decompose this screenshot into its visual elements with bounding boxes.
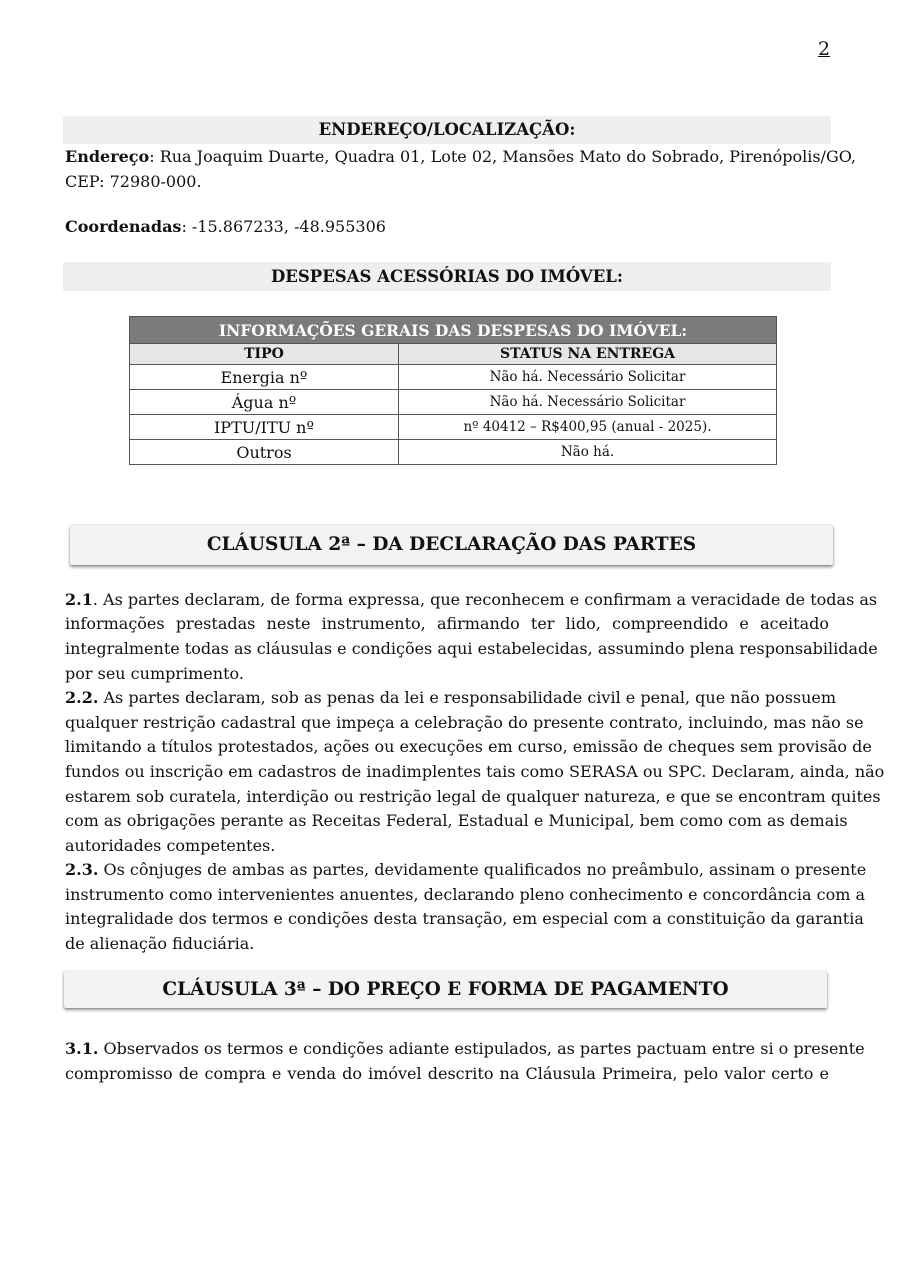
page-number: 2 [817, 38, 831, 60]
clause-2-1-line-1 [65, 590, 878, 609]
clause-2-1-line-2: informações prestadas neste instrumento, afirmando ter lido, compreendido e aceitado [65, 614, 829, 633]
expense-status-iptu: nº 40412 – R$400,95 (anual - 2025). [399, 415, 777, 440]
expense-status-energy: Não há. Necessário Solicitar [399, 365, 777, 390]
clause-3-1-text: Observados os termos e condições adiante estipulados, as partes pactuam entre si o presente [98, 1039, 865, 1058]
clause-2-3-line-4: de alienação fiduciária. [65, 934, 255, 953]
expense-status-other: Não há. [399, 440, 777, 465]
clause-2-3-label: 2.3. [65, 860, 99, 879]
expense-type-iptu: IPTU/ITU nº [130, 415, 399, 440]
expenses-table [129, 316, 777, 465]
clause-2-1-text: . As partes declaram, de forma expressa, que reconhecem e confirmam a veracidade de todas as [92, 590, 878, 609]
clause-2-1-line-3: integralmente todas as cláusulas e condições aqui estabelecidas, assumindo plena responsabilidade [65, 639, 878, 658]
clause-3-title: CLÁUSULA 3ª – DO PREÇO E FORMA DE PAGAMENTO [64, 971, 827, 1008]
clause-2-2-label: 2.2. [65, 688, 99, 707]
address-label: Endereço [65, 147, 150, 166]
expenses-table-header-row [130, 344, 777, 365]
location-heading: ENDEREÇO/LOCALIZAÇÃO: [63, 116, 831, 144]
clause-2-title: CLÁUSULA 2ª – DA DECLARAÇÃO DAS PARTES [70, 525, 833, 565]
clause-2-3-line-2: instrumento como intervenientes anuentes, declarando pleno conhecimento e concordância com a [65, 885, 866, 904]
clause-2-1-line-4: por seu cumprimento. [65, 664, 244, 683]
clause-2-2-line-1 [65, 688, 837, 707]
clause-2-2-line-5: estarem sob curatela, interdição ou restrição legal de qualquer natureza, e que se encontram quites [65, 787, 881, 806]
expenses-table-title-row [130, 317, 777, 344]
clause-2-1-label: 2.1 [65, 590, 93, 609]
clause-3-1-line-1 [65, 1039, 865, 1058]
table-row [130, 415, 777, 440]
clause-2-2-line-6: com as obrigações perante as Receitas Federal, Estadual e Municipal, bem como com as demais [65, 811, 848, 830]
expense-status-water: Não há. Necessário Solicitar [399, 390, 777, 415]
expense-type-water: Água nº [130, 390, 399, 415]
table-row [130, 440, 777, 465]
expense-type-other: Outros [130, 440, 399, 465]
clause-3-1-line-2: compromisso de compra e venda do imóvel descrito na Cláusula Primeira, pelo valor certo e [65, 1064, 829, 1083]
address-value: : Rua Joaquim Duarte, Quadra 01, Lote 02, Mansões Mato do Sobrado, Pirenópolis/GO, [149, 147, 856, 166]
expense-type-energy: Energia nº [130, 365, 399, 390]
column-header-type: TIPO [130, 344, 399, 365]
coordinates-line [65, 217, 829, 236]
clause-2-2-text: As partes declaram, sob as penas da lei e responsabilidade civil e penal, que não possuem [98, 688, 837, 707]
table-row [130, 390, 777, 415]
clause-2-2-line-2: qualquer restrição cadastral que impeça a celebração do presente contrato, incluindo, mas não se [65, 713, 864, 732]
coordinates-label: Coordenadas [65, 217, 182, 236]
coordinates-value: : -15.867233, -48.955306 [181, 217, 386, 236]
clause-2-2-line-3: limitando a títulos protestados, ações ou execuções em curso, emissão de cheques sem provisão de [65, 737, 872, 756]
expenses-table-title: INFORMAÇÕES GERAIS DAS DESPESAS DO IMÓVEL: [130, 317, 777, 344]
clause-2-3-text: Os cônjuges de ambas as partes, devidamente qualificados no preâmbulo, assinam o presente [98, 860, 867, 879]
table-row [130, 365, 777, 390]
clause-2-3-line-3: integralidade dos termos e condições desta transação, em especial com a constituição da garantia [65, 909, 864, 928]
address-cep: CEP: 72980-000. [65, 172, 202, 191]
clause-2-2-line-4: fundos ou inscrição em cadastros de inadimplentes tais como SERASA ou SPC. Declaram, ainda, não [65, 762, 885, 781]
column-header-status: STATUS NA ENTREGA [399, 344, 777, 365]
expenses-heading: DESPESAS ACESSÓRIAS DO IMÓVEL: [63, 262, 831, 291]
clause-3-1-label: 3.1. [65, 1039, 99, 1058]
address-line [65, 147, 856, 166]
clause-2-2-line-7: autoridades competentes. [65, 836, 276, 855]
clause-2-3-line-1 [65, 860, 867, 879]
